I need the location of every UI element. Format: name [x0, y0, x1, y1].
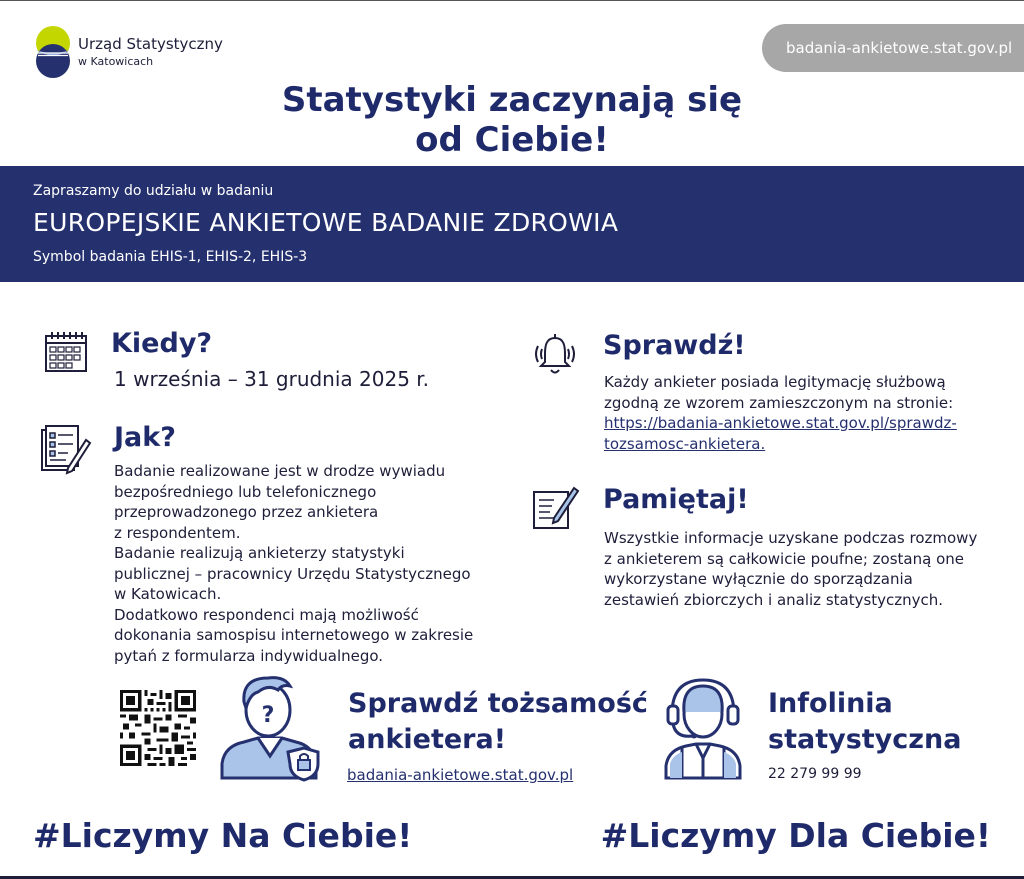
identity-title	[348, 686, 648, 758]
logo-line-2: w Katowicach	[78, 55, 154, 68]
identity-title-line-2: ankietera!	[348, 724, 507, 755]
logo-emblem-icon	[34, 25, 74, 79]
jak-line: przeprowadzonego przez ankietera	[114, 503, 379, 521]
jak-line: pytań z formularza indywidualnego.	[114, 646, 384, 665]
pamietaj-line: zestawień zbiorczych i analiz statystycznych.	[604, 590, 944, 609]
logo-text	[78, 36, 223, 70]
pamietaj-line: wykorzystane wyłącznie do sporządzania	[604, 570, 913, 588]
footer-hashtag-right: #Liczymy Dla Ciebie!	[600, 816, 991, 855]
jak-line: dokonania samospisu internetowego w zakresie	[114, 626, 474, 644]
jak-line: z respondentem.	[114, 523, 241, 542]
infolinia-title-line-1: Infolinia	[768, 688, 893, 719]
infolinia-phone[interactable]: 22 279 99 99	[768, 766, 862, 782]
interviewer-question-icon	[218, 672, 322, 786]
sprawdz-line: zgodną ze wzorem zamieszczonym na stronie:	[604, 393, 954, 412]
sprawdz-title: Sprawdź!	[603, 330, 746, 361]
headline-line-1: Statystyki zaczynają się	[281, 80, 743, 120]
jak-line: bezpośredniego lub telefonicznego	[114, 482, 377, 501]
pamietaj-line: z ankieterem są całkowicie poufne; zostaną one	[604, 549, 964, 568]
pamietaj-line: Wszystkie informacje uzyskane podczas rozmowy	[604, 529, 978, 547]
url-pill[interactable]: badania-ankietowe.stat.gov.pl	[762, 24, 1024, 72]
identity-title-line-1: Sprawdź tożsamość	[348, 688, 648, 719]
kiedy-dates: 1 września – 31 grudnia 2025 r.	[114, 367, 430, 391]
jak-line: w Katowicach.	[114, 585, 222, 603]
pamietaj-title: Pamiętaj!	[603, 484, 749, 515]
jak-line: Badanie realizowane jest w drodze wywiadu	[114, 462, 446, 480]
verify-link-line-1[interactable]: https://badania-ankietowe.stat.gov.pl/sprawdz-	[604, 414, 957, 432]
survey-symbol: Symbol badania EHIS-1, EHIS-2, EHIS-3	[33, 249, 308, 265]
verify-link-line-2[interactable]: tozsamosc-ankietera.	[604, 434, 766, 453]
jak-line: publicznej – pracownicy Urzędu Statystycznego	[114, 564, 471, 583]
qr-code[interactable]	[120, 690, 196, 770]
headset-agent-icon	[660, 676, 746, 786]
infolinia-title	[768, 686, 961, 758]
sprawdz-line: Każdy ankieter posiada legitymację służbową	[604, 373, 946, 391]
identity-link[interactable]: badania-ankietowe.stat.gov.pl	[347, 766, 574, 784]
sprawdz-text	[604, 372, 957, 454]
calendar-icon	[44, 330, 90, 378]
headline	[0, 80, 1024, 160]
note-pencil-icon	[532, 482, 580, 536]
top-border	[0, 0, 1024, 1]
footer-hashtag-left: #Liczymy Na Ciebie!	[33, 816, 413, 855]
jak-line: Badanie realizują ankieterzy statystyki	[114, 544, 405, 562]
document-pen-icon	[40, 424, 92, 480]
logo-line-1: Urząd Statystyczny	[78, 35, 223, 53]
pamietaj-text	[604, 528, 977, 610]
jak-line: Dodatkowo respondenci mają możliwość	[114, 605, 419, 624]
logo	[34, 25, 74, 79]
survey-band	[0, 166, 1024, 282]
jak-title: Jak?	[114, 422, 176, 453]
svg-text:?: ?	[261, 703, 275, 728]
kiedy-title: Kiedy?	[111, 328, 213, 359]
invite-text: Zapraszamy do udziału w badaniu	[33, 183, 274, 199]
headline-line-2: od Ciebie!	[415, 120, 609, 160]
survey-title: EUROPEJSKIE ANKIETOWE BADANIE ZDROWIA	[33, 208, 619, 237]
infolinia-title-line-2: statystyczna	[768, 724, 962, 755]
jak-text	[114, 461, 473, 666]
bell-icon	[532, 332, 578, 382]
